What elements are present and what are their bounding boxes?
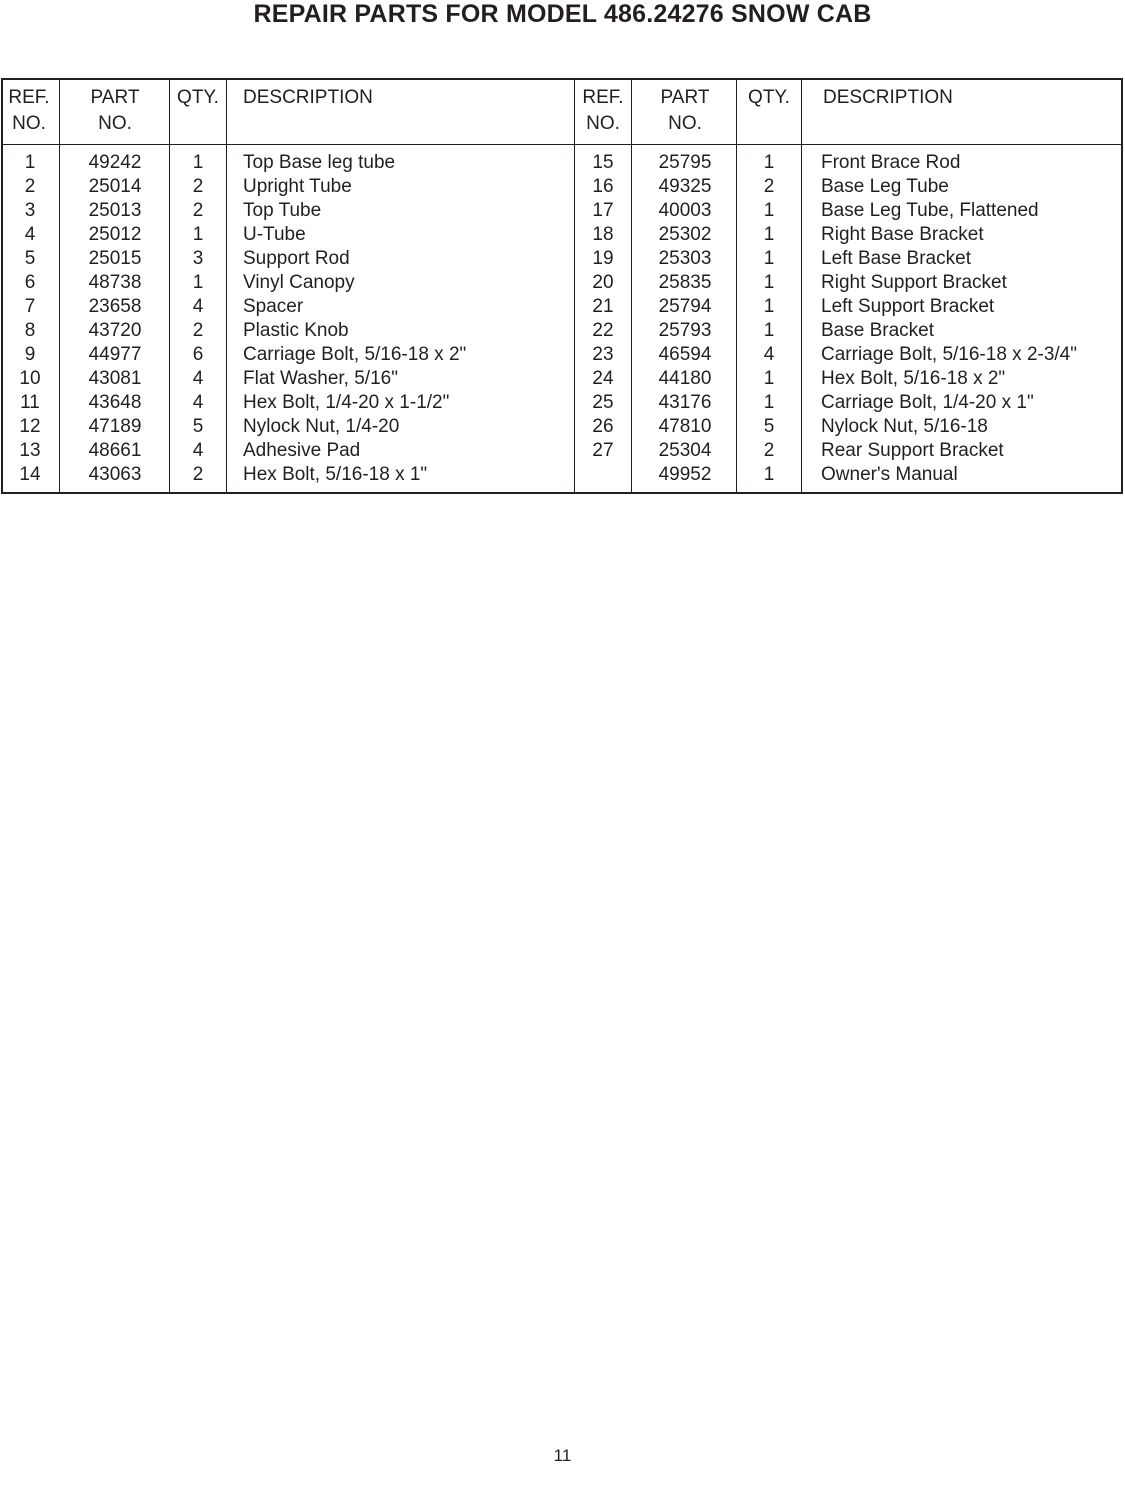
ref-no: 24 [592,368,614,389]
qty: 2 [192,320,204,341]
description: Spacer [243,296,304,317]
description: Support Rod [243,248,350,269]
ref-no: 8 [24,320,36,341]
part-no: 43176 [658,392,712,413]
right-part-column [633,151,737,487]
part-no: 25302 [658,224,712,245]
part-no: 49242 [88,152,142,173]
description: Adhesive Pad [243,440,361,461]
description: Upright Tube [243,176,352,197]
part-no: 49325 [658,176,712,197]
part-no: 25013 [88,200,142,221]
ref-no: 23 [592,344,614,365]
header-part-no [633,85,737,137]
description: Right Support Bracket [821,272,1007,293]
ref-no: 27 [592,440,614,461]
header-part-line1: PART [660,87,710,108]
ref-no: 3 [24,200,36,221]
qty: 2 [763,440,775,461]
qty: 1 [763,152,775,173]
description: Carriage Bolt, 5/16-18 x 2" [243,344,467,365]
header-qty: QTY. [748,87,790,108]
qty: 1 [192,152,204,173]
header-divider [3,144,1121,145]
ref-no: 19 [592,248,614,269]
header-ref-no [3,85,55,137]
part-no: 25835 [658,272,712,293]
description: Flat Washer, 5/16" [243,368,398,389]
part-no: 44977 [88,344,142,365]
qty: 5 [192,416,204,437]
ref-no: 6 [24,272,36,293]
left-qty-column [169,151,227,487]
ref-no: 1 [24,152,36,173]
description: Vinyl Canopy [243,272,355,293]
qty: 1 [192,272,204,293]
qty: 1 [763,296,775,317]
ref-no: 15 [592,152,614,173]
header-qty: QTY. [177,87,219,108]
right-ref-column [575,151,631,487]
ref-no: 7 [24,296,36,317]
column-divider [801,80,802,492]
ref-no: 14 [19,464,41,485]
qty: 4 [192,296,204,317]
description: Front Brace Rod [821,152,961,173]
qty: 4 [192,368,204,389]
ref-no: 12 [19,416,41,437]
ref-no: 18 [592,224,614,245]
description: Carriage Bolt, 5/16-18 x 2-3/4" [821,344,1077,365]
header-part-line2: NO. [668,113,702,134]
description: Top Tube [243,200,322,221]
page-number: 11 [553,1446,572,1465]
part-no: 40003 [658,200,712,221]
part-no: 25793 [658,320,712,341]
header-ref-line2: NO. [586,113,620,134]
header-part-line1: PART [90,87,140,108]
left-part-column [61,151,169,487]
header-description: DESCRIPTION [823,87,953,108]
ref-no: 13 [19,440,41,461]
ref-no: 9 [24,344,36,365]
ref-no: 25 [592,392,614,413]
ref-no: 17 [592,200,614,221]
qty: 1 [763,248,775,269]
part-no: 44180 [658,368,712,389]
header-ref-no [577,85,629,137]
description: Left Support Bracket [821,296,995,317]
description: Owner's Manual [821,464,958,485]
qty: 1 [763,200,775,221]
header-part-line2: NO. [98,113,132,134]
column-divider [631,80,632,492]
header-part-no [61,85,169,137]
description: Base Leg Tube, Flattened [821,200,1039,221]
description: Hex Bolt, 5/16-18 x 1" [243,464,428,485]
part-no: 47189 [88,416,142,437]
qty: 2 [192,176,204,197]
part-no: 43648 [88,392,142,413]
ref-no: 21 [592,296,614,317]
description: Carriage Bolt, 1/4-20 x 1" [821,392,1034,413]
qty: 2 [192,200,204,221]
repair-parts-table [1,78,1123,494]
page-title: REPAIR PARTS FOR MODEL 486.24276 SNOW CAB [253,0,872,28]
description: Rear Support Bracket [821,440,1004,461]
ref-no: 10 [19,368,41,389]
qty: 1 [763,368,775,389]
description: Hex Bolt, 1/4-20 x 1-1/2" [243,392,450,413]
description: Base Bracket [821,320,934,341]
part-no: 43081 [88,368,142,389]
description: Base Leg Tube [821,176,949,197]
part-no: 43063 [88,464,142,485]
part-no: 25794 [658,296,712,317]
qty: 2 [763,176,775,197]
qty: 2 [192,464,204,485]
qty: 1 [192,224,204,245]
qty: 1 [763,320,775,341]
part-no: 25014 [88,176,142,197]
part-no: 25303 [658,248,712,269]
qty: 4 [192,440,204,461]
ref-no: 2 [24,176,36,197]
description: Left Base Bracket [821,248,971,269]
ref-no: 22 [592,320,614,341]
header-ref-line2: NO. [12,113,46,134]
qty: 5 [763,416,775,437]
qty: 1 [763,224,775,245]
qty: 6 [192,344,204,365]
description: Top Base leg tube [243,152,396,173]
header-ref-line1: REF. [8,87,50,108]
header-ref-line1: REF. [582,87,624,108]
qty: 3 [192,248,204,269]
part-no: 25795 [658,152,712,173]
description: Right Base Bracket [821,224,984,245]
description: Plastic Knob [243,320,349,341]
qty: 4 [763,344,775,365]
ref-no: 5 [24,248,36,269]
ref-no: 20 [592,272,614,293]
qty: 1 [763,392,775,413]
description: Nylock Nut, 5/16-18 [821,416,988,437]
part-no: 48738 [88,272,142,293]
part-no: 46594 [658,344,712,365]
column-divider [59,80,60,492]
part-no: 47810 [658,416,712,437]
part-no: 25012 [88,224,142,245]
left-description-column [243,151,568,487]
description: U-Tube [243,224,306,245]
part-no: 23658 [88,296,142,317]
part-no: 49952 [658,464,712,485]
qty: 4 [192,392,204,413]
ref-no: 26 [592,416,614,437]
qty: 1 [763,464,775,485]
ref-no: 4 [24,224,36,245]
part-no: 25304 [658,440,712,461]
part-no: 48661 [88,440,142,461]
description: Nylock Nut, 1/4-20 [243,416,400,437]
right-qty-column [737,151,801,487]
description: Hex Bolt, 5/16-18 x 2" [821,368,1006,389]
part-no: 25015 [88,248,142,269]
ref-no: 11 [20,392,40,413]
left-ref-column [3,151,57,487]
qty: 1 [763,272,775,293]
ref-no: 16 [592,176,614,197]
right-description-column [821,151,1121,487]
part-no: 43720 [88,320,142,341]
header-description: DESCRIPTION [243,87,373,108]
ref-no [575,463,631,487]
